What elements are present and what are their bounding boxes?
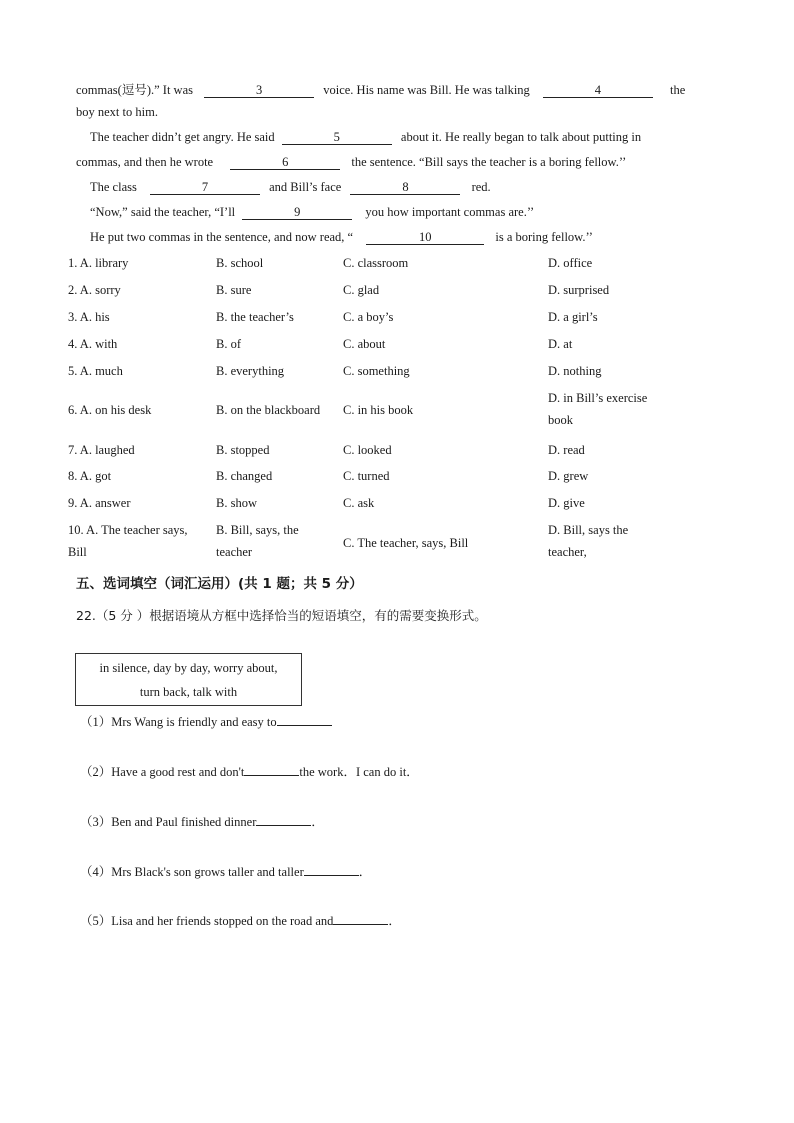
option-2c[interactable]: C. glad: [343, 283, 380, 297]
option-1d[interactable]: D. office: [548, 256, 593, 270]
word-box-line-1: in silence, day by day, worry about,: [99, 661, 278, 675]
option-6a[interactable]: 6. A. on his desk: [68, 403, 152, 417]
option-5b[interactable]: B. everything: [216, 364, 285, 378]
option-5a[interactable]: 5. A. much: [68, 364, 123, 378]
option-5d[interactable]: D. nothing: [548, 364, 602, 378]
option-4b[interactable]: B. of: [216, 337, 241, 351]
passage-text: The teacher didn’t get angry. He said: [90, 130, 275, 144]
option-10d-line-2: teacher,: [548, 545, 587, 559]
option-8a[interactable]: 8. A. got: [68, 469, 112, 483]
blank-8[interactable]: 8: [350, 180, 460, 195]
passage-line-1: [76, 80, 685, 98]
option-3c[interactable]: C. a boy’s: [343, 310, 394, 324]
option-3a[interactable]: 3. A. his: [68, 310, 110, 324]
option-2d[interactable]: D. surprised: [548, 283, 610, 297]
option-10a[interactable]: [68, 523, 188, 560]
option-9d[interactable]: D. give: [548, 496, 585, 510]
word-box-line-2: turn back, talk with: [139, 685, 238, 699]
answer-blank-4[interactable]: [304, 863, 359, 876]
answer-blank-2[interactable]: [244, 763, 299, 776]
option-1c[interactable]: C. classroom: [343, 256, 409, 270]
passage-line-6: [90, 205, 534, 220]
option-6d-line-2: book: [548, 413, 573, 427]
option-3b[interactable]: B. the teacher’s: [216, 310, 294, 324]
passage-text: The class: [90, 180, 137, 194]
passage-text: the sentence. “Bill says the teacher is a boring fellow.’’: [351, 155, 627, 169]
section-instruction: 22.（5 分 ）根据语境从方框中选择恰当的短语填空，有的需要变换形式。: [76, 608, 487, 623]
passage-line-3: [90, 130, 641, 145]
passage-text: He put two commas in the sentence, and now read, “: [90, 230, 354, 244]
option-1b[interactable]: B. school: [216, 256, 264, 270]
option-10d-line-1: D. Bill, says the: [548, 523, 629, 537]
option-6c[interactable]: C. in his book: [343, 403, 414, 417]
option-9b[interactable]: B. show: [216, 496, 257, 510]
answer-blank-3[interactable]: [256, 813, 311, 826]
blank-3[interactable]: 3: [204, 83, 314, 98]
blank-5[interactable]: 5: [282, 130, 392, 145]
option-7d[interactable]: D. read: [548, 443, 585, 457]
blank-7[interactable]: 7: [150, 180, 260, 195]
passage-text: commas, and then he wrote: [76, 155, 214, 169]
option-7a[interactable]: 7. A. laughed: [68, 443, 135, 457]
passage-line-5: [90, 180, 491, 195]
question-text: （4）Mrs Black's son grows taller and taller: [80, 865, 304, 879]
passage-text: the: [670, 83, 686, 97]
passage-text: is a boring fellow.’’: [495, 230, 593, 244]
section-heading: 五、选词填空（词汇运用）(共 1 题；共 5 分）: [76, 576, 363, 592]
option-8c[interactable]: C. turned: [343, 469, 390, 483]
answer-blank-5[interactable]: [333, 912, 388, 925]
question-3: [80, 812, 324, 830]
question-text-end: the work．I can do it．: [299, 765, 419, 779]
question-text: （1）Mrs Wang is friendly and easy to: [80, 715, 277, 729]
question-1: [80, 712, 332, 730]
option-5c[interactable]: C. something: [343, 364, 410, 378]
option-10a-line-1: 10. A. The teacher says,: [68, 523, 188, 537]
option-8d[interactable]: D. grew: [548, 469, 589, 483]
question-4: [80, 862, 371, 880]
option-6b[interactable]: B. on the blackboard: [216, 403, 321, 417]
option-4c[interactable]: C. about: [343, 337, 386, 351]
passage-text: and Bill’s face: [269, 180, 342, 194]
option-3d[interactable]: D. a girl’s: [548, 310, 598, 324]
question-text: （2）Have a good rest and don't: [80, 765, 245, 779]
question-5: [80, 911, 401, 929]
passage-text: “Now,” said the teacher, “I’ll: [90, 205, 236, 219]
option-1a[interactable]: 1. A. library: [68, 256, 129, 270]
option-4d[interactable]: D. at: [548, 337, 573, 351]
blank-9[interactable]: 9: [242, 205, 352, 220]
question-text: （5）Lisa and her friends stopped on the road and: [80, 914, 334, 928]
option-10c[interactable]: C. The teacher, says, Bill: [343, 536, 469, 550]
option-10b-line-1: B. Bill, says, the: [216, 523, 299, 537]
passage-text: you how important commas are.’’: [365, 205, 535, 219]
option-2a[interactable]: 2. A. sorry: [68, 283, 121, 297]
option-10b[interactable]: [216, 523, 299, 560]
passage-text: about it. He really began to talk about putting in: [400, 130, 642, 144]
option-4a[interactable]: 4. A. with: [68, 337, 118, 351]
question-2: [80, 762, 419, 780]
option-9a[interactable]: 9. A. answer: [68, 496, 131, 510]
option-8b[interactable]: B. changed: [216, 469, 273, 483]
question-text-end: ．: [311, 815, 324, 829]
passage-text: voice. His name was Bill. He was talking: [323, 83, 530, 97]
option-9c[interactable]: C. ask: [343, 496, 375, 510]
option-7b[interactable]: B. stopped: [216, 443, 270, 457]
answer-blank-1[interactable]: [277, 713, 332, 726]
question-text-end: ．: [358, 865, 372, 879]
passage-line-4: [76, 155, 626, 170]
blank-10[interactable]: 10: [366, 230, 484, 245]
passage-line-2: boy next to him.: [76, 105, 158, 119]
option-10d[interactable]: [548, 523, 628, 560]
option-6d[interactable]: [548, 391, 647, 428]
question-text: （3）Ben and Paul finished dinner: [80, 815, 257, 829]
passage-line-7: [90, 230, 593, 245]
question-text-end: ．: [388, 914, 401, 928]
passage-text: red.: [471, 180, 491, 194]
word-box: [75, 653, 302, 706]
option-10b-line-2: teacher: [216, 545, 253, 559]
blank-6[interactable]: 6: [230, 155, 340, 170]
option-6d-line-1: D. in Bill’s exercise: [548, 391, 648, 405]
option-2b[interactable]: B. sure: [216, 283, 252, 297]
option-10a-line-2: Bill: [68, 545, 87, 559]
option-7c[interactable]: C. looked: [343, 443, 392, 457]
blank-4[interactable]: 4: [543, 83, 653, 98]
passage-text: commas(逗号).” It was: [76, 83, 193, 97]
